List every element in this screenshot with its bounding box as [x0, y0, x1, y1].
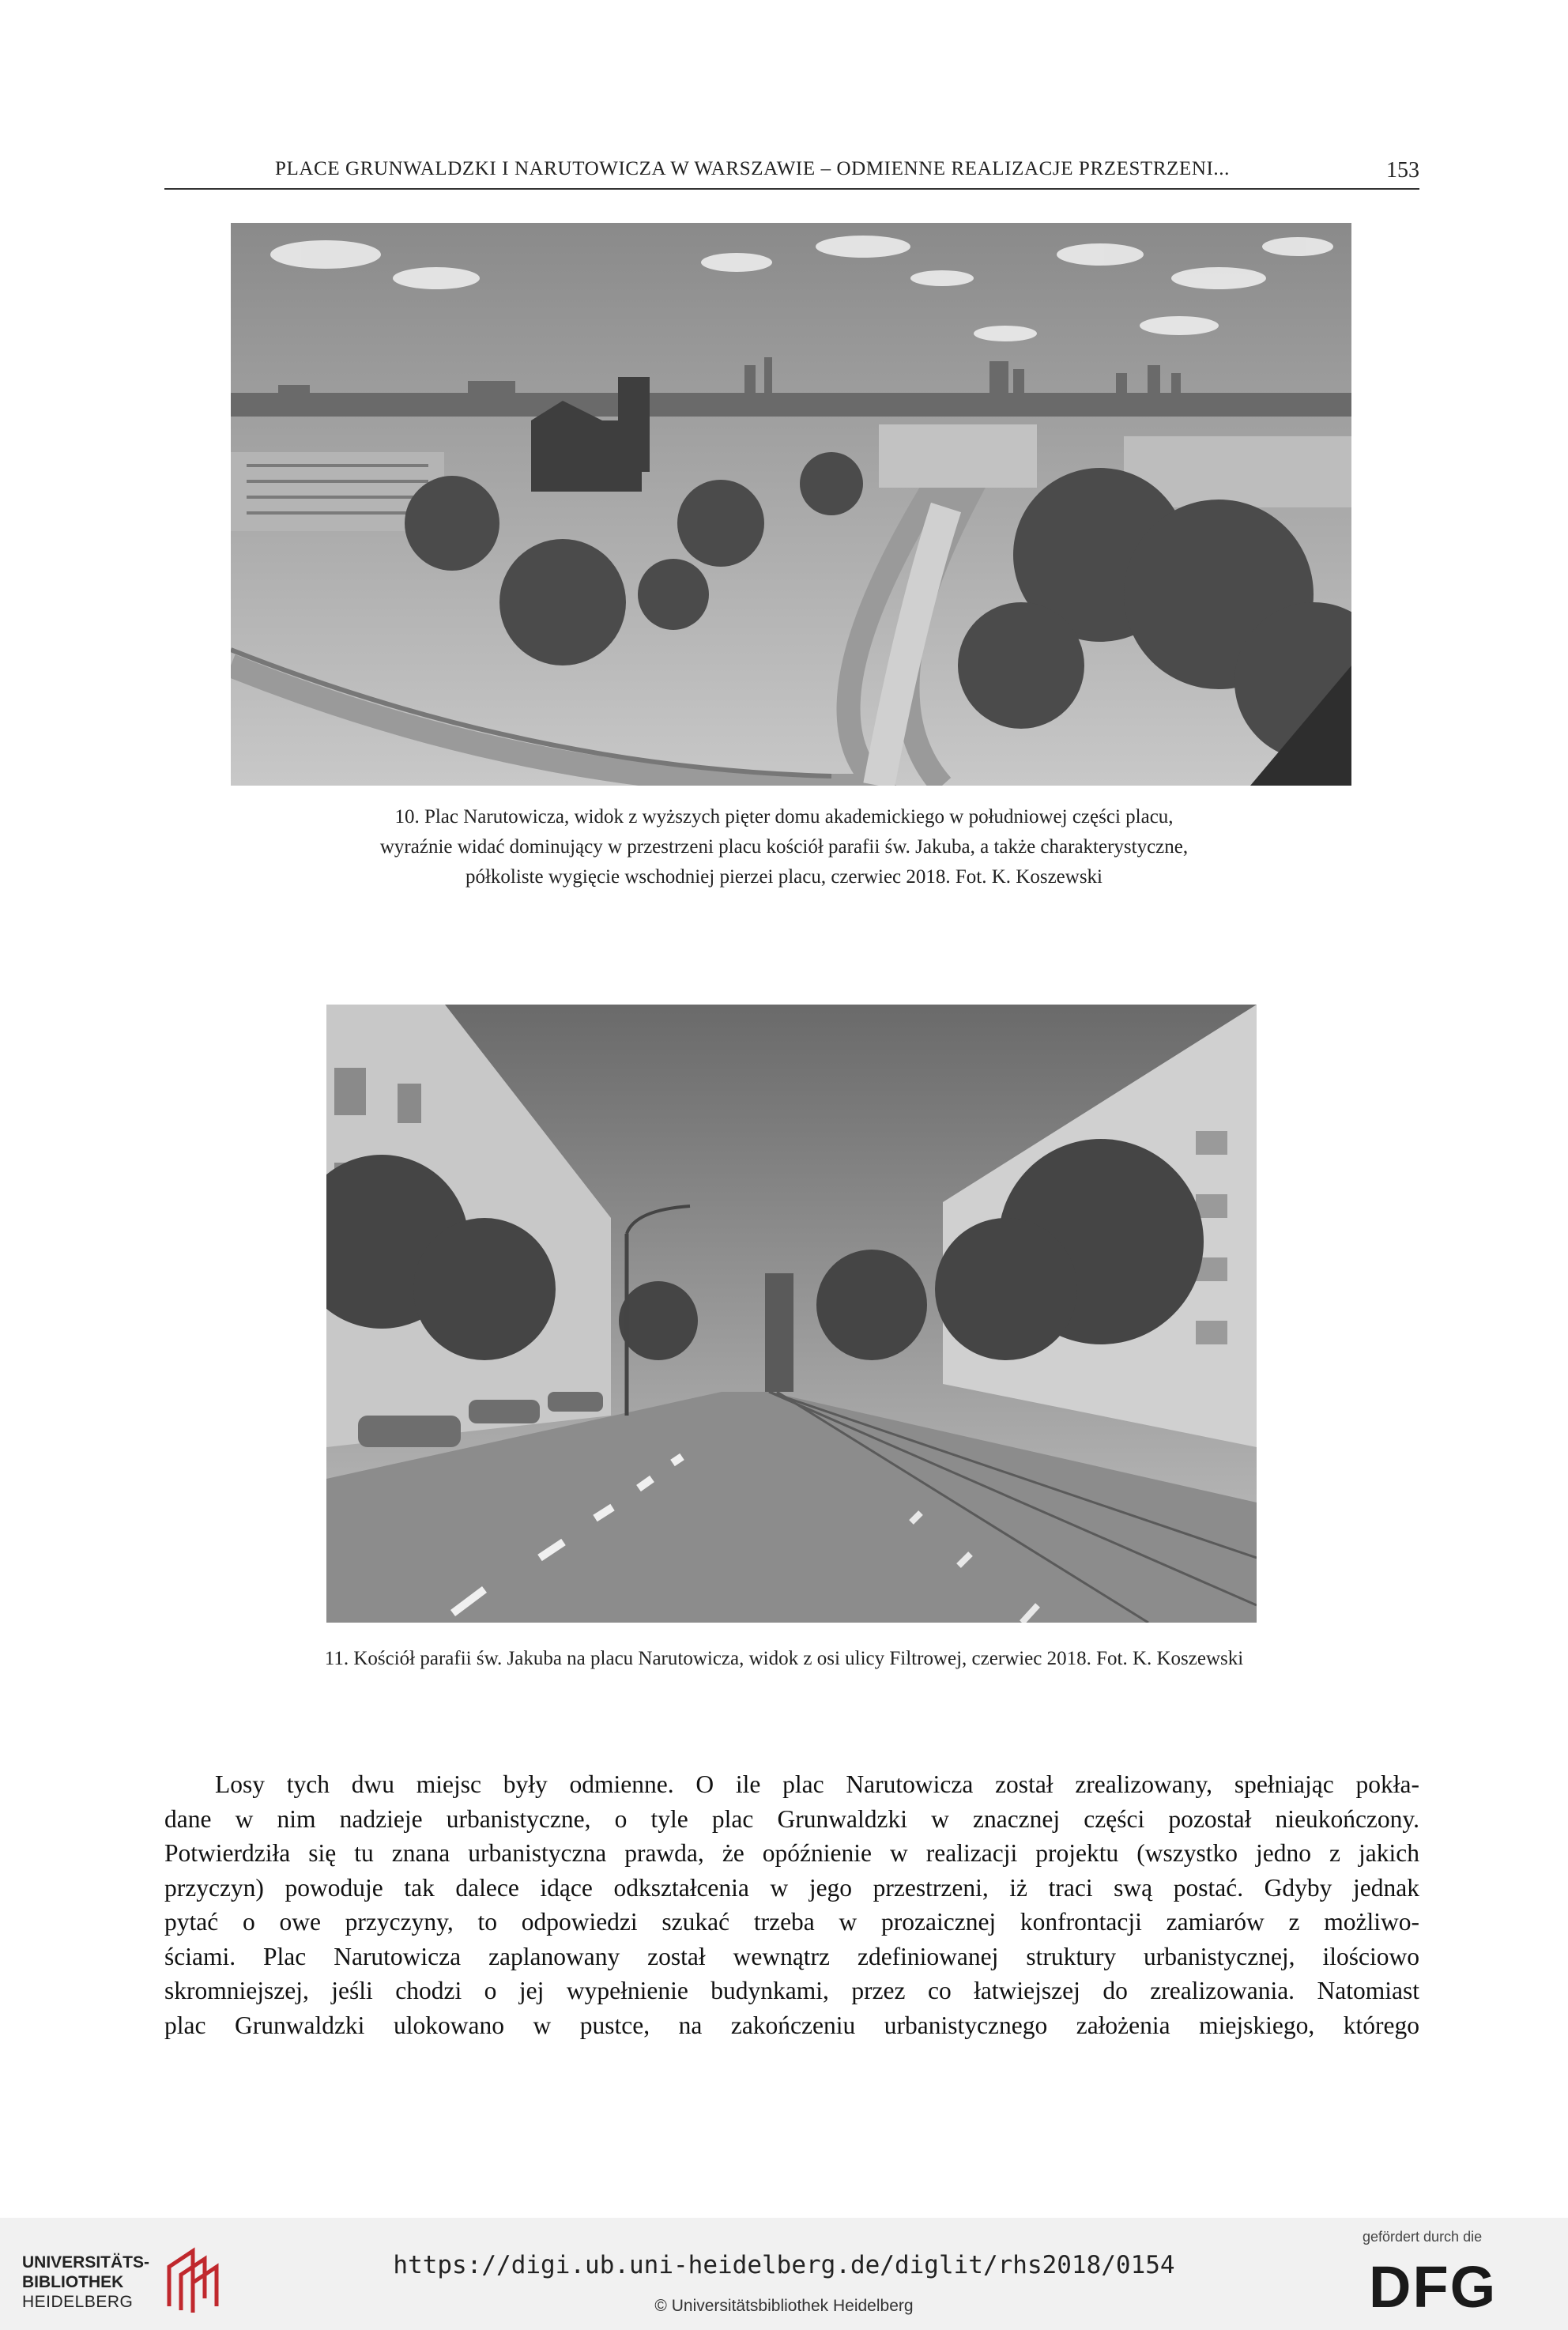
- body-line: ściami. Plac Narutowicza zaplanowany został wewnątrz zdefiniowanej struktury urbanistycznej, ilościowo: [164, 1942, 1419, 1970]
- copyright-notice: © Universitätsbibliothek Heidelberg: [654, 2297, 914, 2315]
- figure-11-photo-art: [326, 1005, 1257, 1623]
- caption-line: 10. Plac Narutowicza, widok z wyższych pięter domu akademickiego w południowej części placu,: [394, 806, 1174, 828]
- dfg-logo[interactable]: DFG: [1369, 2254, 1498, 2320]
- figure-11-caption: [190, 1644, 1378, 1674]
- figure-10-caption: [190, 802, 1378, 892]
- body-line: Potwierdziła się tu znana urbanistyczna prawda, że opóźnienie w realizacji projektu (wszystko jedno z jakich: [164, 1839, 1419, 1867]
- caption-line: wyraźnie widać dominujący w przestrzeni placu kościół parafii św. Jakuba, a także charakterystyczne,: [379, 836, 1189, 858]
- body-line: plac Grunwaldzki ulokowano w pustce, na zakończeniu urbanistycznego założenia miejskiego, którego: [164, 2011, 1419, 2039]
- page-number: 153: [1386, 158, 1419, 183]
- library-name-line: BIBLIOTHEK: [22, 2273, 124, 2291]
- caption-line: półkoliste wygięcie wschodniej pierzei placu, czerwiec 2018. Fot. K. Koszewski: [465, 866, 1103, 888]
- funder-block: [1363, 2229, 1521, 2324]
- body-line: skromniejszej, jeśli chodzi o jej wypełnienie budynkami, przez co łatwiejszej do zrealizowania. Natomiast: [164, 1977, 1419, 2004]
- running-header: [164, 158, 1419, 190]
- body-paragraph: [164, 1767, 1419, 2042]
- figure-10-photo-art: [231, 223, 1351, 786]
- header-rule: [164, 188, 1419, 190]
- funding-note: gefördert durch die: [1363, 2229, 1483, 2245]
- digitization-footer: [0, 2218, 1568, 2330]
- body-line: dane w nim nadzieje urbanistyczne, o tyle plac Grunwaldzki w znacznej części pozostał nieukończony.: [164, 1804, 1419, 1833]
- figure-11-photo: [326, 1005, 1257, 1623]
- permalink-url[interactable]: https://digi.ub.uni-heidelberg.de/diglit/rhs2018/0154: [393, 2251, 1175, 2279]
- body-line: Losy tych dwu miejsc były odmienne. O ile plac Narutowicza został zrealizowany, spełniając pokła-: [215, 1770, 1419, 1798]
- library-name-line: HEIDELBERG: [22, 2293, 134, 2311]
- body-line: pytać o owe przyczyny, to odpowiedzi szukać trzeba w prozaicznej konfrontacji zamiarów z możliwo-: [164, 1908, 1419, 1936]
- running-title: PLACE GRUNWALDZKI I NARUTOWICZA W WARSZAWIE – ODMIENNE REALIZACJE PRZESTRZENI...: [275, 158, 1230, 179]
- body-line: przyczyn) powoduje tak dalece idące odkształcenia w jego przestrzeni, iż traci swą postać. Gdyby jednak: [164, 1873, 1419, 1902]
- figure-10-photo: [231, 223, 1351, 786]
- caption-line: 11. Kościół parafii św. Jakuba na placu Narutowicza, widok z osi ulicy Filtrowej, czerwiec 2018. Fot. K. Koszewski: [324, 1648, 1244, 1669]
- library-name-line: UNIVERSITÄTS-: [22, 2253, 150, 2272]
